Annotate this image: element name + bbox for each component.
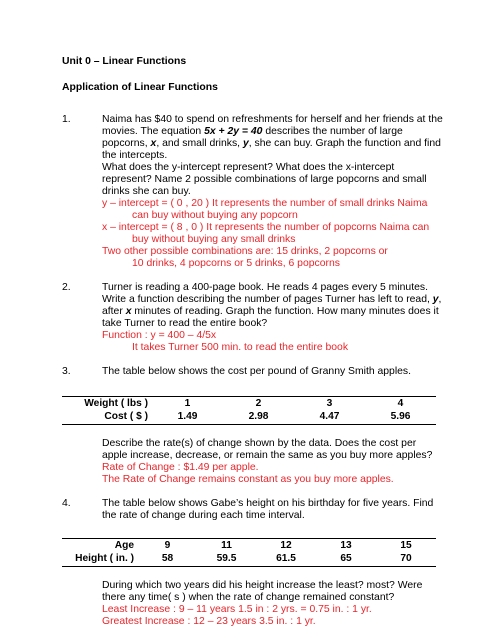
table-row (62, 410, 436, 423)
table-cell: 2 (255, 398, 262, 409)
question-1-answer: Two other possible combinations are: 15 drinks, 2 popcorns or (102, 246, 388, 257)
question-3-line: apple increase, decrease, or remain the same as you buy more apples? (102, 450, 433, 461)
question-3-line: Describe the rate(s) of change shown by the data. Does the cost per (102, 438, 417, 449)
height-table (62, 539, 436, 565)
question-4-line: The table below shows Gabe’s height on his birthday for five years. Find (102, 498, 434, 509)
question-4-line: there any time( s ) when the rate of change remained constant? (102, 592, 395, 603)
table-rule (62, 424, 436, 425)
table-cell: 11 (221, 540, 232, 551)
question-1-line: Naima has $40 to spend on refreshments for herself and her friends at the (102, 114, 443, 125)
table-cell: 1.49 (177, 411, 198, 422)
table-cell: 58 (161, 553, 174, 564)
table-cell: 12 (280, 540, 292, 551)
question-1-line: What does the y-intercept represent? What does the x-intercept (102, 162, 395, 173)
question-3-number: 3. (62, 366, 71, 377)
question-2-line: Write a function describing the number of pages Turner has left to read, y, (102, 294, 442, 305)
question-2-number: 2. (62, 282, 71, 293)
question-1-answer: y – intercept = ( 0 , 20 ) It represents the number of small drinks Naima (102, 198, 428, 209)
table-cell: 9 (164, 540, 171, 551)
question-1-answer: can buy without buying any popcorn (132, 210, 298, 221)
question-1-line: popcorns, x, and small drinks, y, she can buy. Graph the function and find (102, 138, 441, 149)
table-row (62, 552, 436, 565)
equation: 5x + 2y = 40 (204, 126, 263, 137)
table-cell: 70 (400, 553, 412, 564)
question-2-line: take Turner to read the entire book? (102, 318, 268, 329)
table-cell: 1 (184, 398, 191, 409)
question-4-line: the rate of change during each time interval. (102, 510, 305, 521)
table-row-header: Weight ( lbs ) (84, 398, 148, 409)
apple-cost-table (62, 397, 436, 423)
table-cell: 65 (340, 553, 352, 564)
question-2-answer: Function : y = 400 – 4/5x (102, 330, 217, 341)
question-4-answer: Greatest Increase : 12 – 23 years 3.5 in. : 1 yr. (102, 616, 316, 627)
question-3-line: The table below shows the cost per pound of Granny Smith apples. (102, 366, 412, 377)
question-1-answer: 10 drinks, 4 popcorns or 5 drinks, 6 popcorns (132, 258, 340, 269)
question-3-answer: The Rate of Change remains constant as you buy more apples. (102, 474, 394, 485)
table-cell: 4.47 (319, 411, 340, 422)
table-row (62, 397, 436, 410)
question-2-line: after x minutes of reading. Graph the function. How many minutes does it (102, 306, 439, 317)
table-row-header: Height ( in. ) (75, 553, 134, 564)
question-4-line: During which two years did his height increase the least? most? Were (102, 580, 423, 591)
question-2-line: Turner is reading a 400-page book. He reads 4 pages every 5 minutes. (102, 282, 428, 293)
table-cell: 2.98 (248, 411, 269, 422)
table-row-header: Cost ( $ ) (104, 411, 148, 422)
question-1-line: drinks she can buy. (102, 186, 191, 197)
table-cell: 59.5 (216, 553, 237, 564)
table-cell: 61.5 (276, 553, 296, 564)
question-1-answer: x – intercept = ( 8 , 0 ) It represents the number of popcorns Naima can (102, 222, 430, 233)
question-2-answer: It takes Turner 500 min. to read the entire book (132, 342, 349, 353)
question-4-number: 4. (62, 498, 71, 509)
unit-title: Unit 0 – Linear Functions (62, 56, 187, 67)
question-1-answer: buy without buying any small drinks (132, 234, 296, 245)
table-cell: 4 (397, 398, 404, 409)
question-3-answer: Rate of Change : $1.49 per apple. (102, 462, 259, 473)
question-4-answer: Least Increase : 9 – 11 years 1.5 in : 2 yrs. = 0.75 in. : 1 yr. (102, 604, 372, 615)
table-rule (62, 566, 436, 567)
section-title: Application of Linear Functions (62, 82, 218, 93)
table-cell: 5.96 (390, 411, 411, 422)
table-cell: 13 (340, 540, 352, 551)
table-row-header: Age (114, 540, 134, 551)
question-1-line: movies. The equation 5x + 2y = 40 describes the number of large (102, 126, 403, 137)
table-row (62, 539, 436, 552)
table-cell: 15 (400, 540, 412, 551)
question-1-line: represent? Name 2 possible combinations of large popcorns and small (102, 174, 427, 185)
question-1-line: the intercepts. (102, 150, 168, 161)
question-1-number: 1. (62, 114, 71, 125)
table-cell: 3 (326, 398, 333, 409)
